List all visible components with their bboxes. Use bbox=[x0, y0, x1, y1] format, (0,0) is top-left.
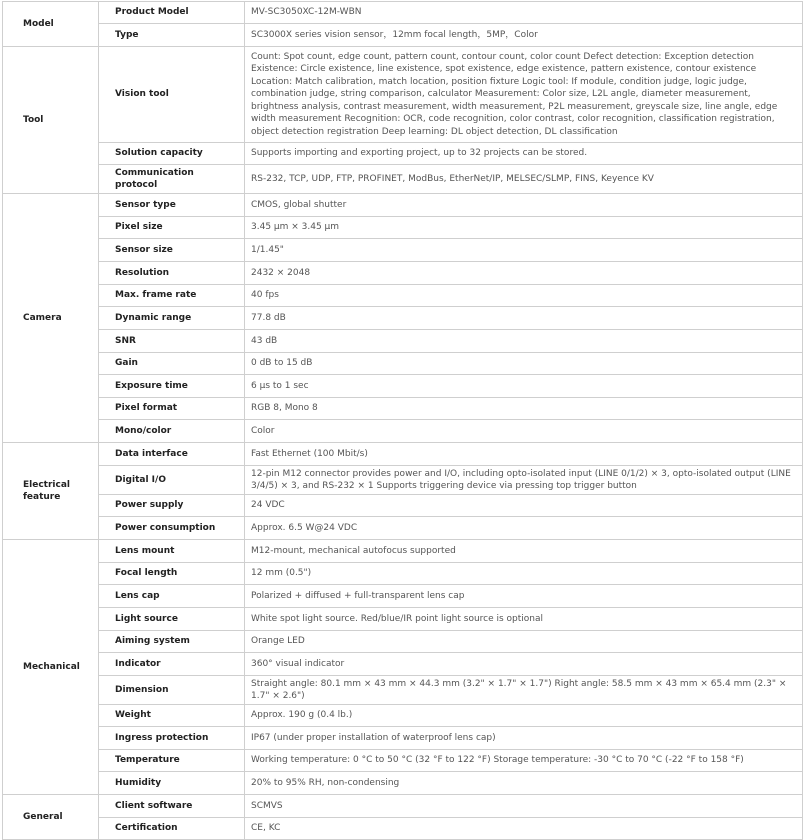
category-cell: Camera bbox=[3, 194, 99, 443]
spec-label: Client software bbox=[99, 795, 245, 818]
table-row bbox=[3, 727, 803, 750]
spec-label: Ingress protection bbox=[99, 727, 245, 750]
spec-label: Resolution bbox=[99, 262, 245, 285]
spec-label: Sensor size bbox=[99, 239, 245, 262]
table-row bbox=[3, 217, 803, 239]
table-row bbox=[3, 495, 803, 517]
table-row bbox=[3, 563, 803, 585]
spec-value: Approx. 190 g (0.4 lb.) bbox=[245, 705, 803, 727]
spec-label: Data interface bbox=[99, 443, 245, 466]
spec-label: Lens mount bbox=[99, 540, 245, 563]
spec-value: RS-232, TCP, UDP, FTP, PROFINET, ModBus, EtherNet/IP, MELSEC/SLMP, FINS, Keyence KV bbox=[245, 165, 803, 194]
spec-label: Gain bbox=[99, 353, 245, 375]
spec-value: CMOS, global shutter bbox=[245, 194, 803, 217]
spec-value: 360° visual indicator bbox=[245, 653, 803, 676]
spec-label: Indicator bbox=[99, 653, 245, 676]
spec-value: 12-pin M12 connector provides power and I/O, including opto-isolated input (LINE 0/1/2) × 3, opto-isolated output (LINE 3/4/5) × 3, and RS-232 × 1 Supports triggering device via pressing top trigger button bbox=[245, 466, 803, 495]
spec-value: RGB 8, Mono 8 bbox=[245, 398, 803, 420]
spec-label: Mono/color bbox=[99, 420, 245, 443]
table-row bbox=[3, 818, 803, 840]
spec-value: 43 dB bbox=[245, 330, 803, 353]
spec-value: Straight angle: 80.1 mm × 43 mm × 44.3 mm (3.2" × 1.7" × 1.7") Right angle: 58.5 mm × 43 mm × 65.4 mm (2.3" × 1.7" × 2.6") bbox=[245, 676, 803, 705]
table-row bbox=[3, 143, 803, 165]
table-row bbox=[3, 165, 803, 194]
table-row bbox=[3, 420, 803, 443]
spec-value: Working temperature: 0 °C to 50 °C (32 °F to 122 °F) Storage temperature: -30 °C to 70 °C (-22 °F to 158 °F) bbox=[245, 750, 803, 772]
table-row bbox=[3, 676, 803, 705]
spec-label: Humidity bbox=[99, 772, 245, 795]
spec-value: 3.45 μm × 3.45 μm bbox=[245, 217, 803, 239]
table-row bbox=[3, 47, 803, 143]
spec-label: Dynamic range bbox=[99, 307, 245, 330]
spec-label: Solution capacity bbox=[99, 143, 245, 165]
spec-label: Certification bbox=[99, 818, 245, 840]
spec-value: SC3000X series vision sensor，12mm focal length，5MP，Color bbox=[245, 24, 803, 47]
spec-value: 2432 × 2048 bbox=[245, 262, 803, 285]
spec-label: Pixel format bbox=[99, 398, 245, 420]
spec-label: Aiming system bbox=[99, 631, 245, 653]
spec-label: Sensor type bbox=[99, 194, 245, 217]
spec-value: 20% to 95% RH, non-condensing bbox=[245, 772, 803, 795]
spec-value: 24 VDC bbox=[245, 495, 803, 517]
spec-value: M12-mount, mechanical autofocus supported bbox=[245, 540, 803, 563]
spec-table bbox=[2, 1, 803, 840]
spec-label: Vision tool bbox=[99, 47, 245, 143]
table-row bbox=[3, 705, 803, 727]
spec-value: MV-SC3050XC-12M-WBN bbox=[245, 2, 803, 24]
table-row bbox=[3, 631, 803, 653]
table-row bbox=[3, 585, 803, 608]
category-cell: General bbox=[3, 795, 99, 840]
spec-value: IP67 (under proper installation of waterproof lens cap) bbox=[245, 727, 803, 750]
spec-label: Digital I/O bbox=[99, 466, 245, 495]
spec-value: White spot light source. Red/blue/IR point light source is optional bbox=[245, 608, 803, 631]
spec-value: Approx. 6.5 W@24 VDC bbox=[245, 517, 803, 540]
spec-label: Product Model bbox=[99, 2, 245, 24]
spec-value: 6 μs to 1 sec bbox=[245, 375, 803, 398]
table-row bbox=[3, 239, 803, 262]
table-row bbox=[3, 285, 803, 307]
spec-label: SNR bbox=[99, 330, 245, 353]
table-row bbox=[3, 517, 803, 540]
spec-value: CE, KC bbox=[245, 818, 803, 840]
spec-label: Communication protocol bbox=[99, 165, 245, 194]
spec-value: 12 mm (0.5") bbox=[245, 563, 803, 585]
spec-label: Lens cap bbox=[99, 585, 245, 608]
spec-label: Focal length bbox=[99, 563, 245, 585]
spec-value: Count: Spot count, edge count, pattern count, contour count, color count Defect detection: Exception detection Existence: Circle existence, line existence, spot existence, edge existence, pattern existence, contour existence Location: Match calibration, match location, position fixture Logic tool: If module, condition judge, logic judge, combination judge, string comparison, calculator Measurement: Color size, L2L angle, diameter measurement, brightness analysis, contrast measurement, width measurement, P2L measurement, greyscale size, line angle, edge width measurement Recognition: OCR, code recognition, color contrast, color recognition, classification registration, object detection registration Deep learning: DL object detection, DL classification bbox=[245, 47, 803, 143]
table-row bbox=[3, 375, 803, 398]
spec-value: SCMVS bbox=[245, 795, 803, 818]
category-cell: Mechanical bbox=[3, 540, 99, 795]
table-row bbox=[3, 466, 803, 495]
spec-label: Max. frame rate bbox=[99, 285, 245, 307]
table-row bbox=[3, 750, 803, 772]
table-row bbox=[3, 353, 803, 375]
spec-value: Orange LED bbox=[245, 631, 803, 653]
category-cell: Electrical feature bbox=[3, 443, 99, 540]
spec-value: Supports importing and exporting project, up to 32 projects can be stored. bbox=[245, 143, 803, 165]
spec-label: Exposure time bbox=[99, 375, 245, 398]
spec-value: Polarized + diffused + full-transparent lens cap bbox=[245, 585, 803, 608]
spec-label: Light source bbox=[99, 608, 245, 631]
table-row bbox=[3, 24, 803, 47]
table-row bbox=[3, 194, 803, 217]
spec-label: Dimension bbox=[99, 676, 245, 705]
spec-value: 40 fps bbox=[245, 285, 803, 307]
table-row bbox=[3, 795, 803, 818]
spec-value: 1/1.45" bbox=[245, 239, 803, 262]
spec-label: Pixel size bbox=[99, 217, 245, 239]
spec-label: Power supply bbox=[99, 495, 245, 517]
spec-value: 77.8 dB bbox=[245, 307, 803, 330]
spec-label: Temperature bbox=[99, 750, 245, 772]
table-row bbox=[3, 262, 803, 285]
spec-label: Type bbox=[99, 24, 245, 47]
spec-value: Color bbox=[245, 420, 803, 443]
table-row bbox=[3, 443, 803, 466]
table-row bbox=[3, 330, 803, 353]
spec-value: Fast Ethernet (100 Mbit/s) bbox=[245, 443, 803, 466]
spec-label: Weight bbox=[99, 705, 245, 727]
spec-value: 0 dB to 15 dB bbox=[245, 353, 803, 375]
table-row bbox=[3, 398, 803, 420]
table-row bbox=[3, 540, 803, 563]
table-row bbox=[3, 307, 803, 330]
category-cell: Tool bbox=[3, 47, 99, 194]
spec-table-body bbox=[3, 2, 803, 840]
table-row bbox=[3, 772, 803, 795]
table-row bbox=[3, 653, 803, 676]
spec-label: Power consumption bbox=[99, 517, 245, 540]
table-row bbox=[3, 2, 803, 24]
table-row bbox=[3, 608, 803, 631]
category-cell: Model bbox=[3, 2, 99, 47]
